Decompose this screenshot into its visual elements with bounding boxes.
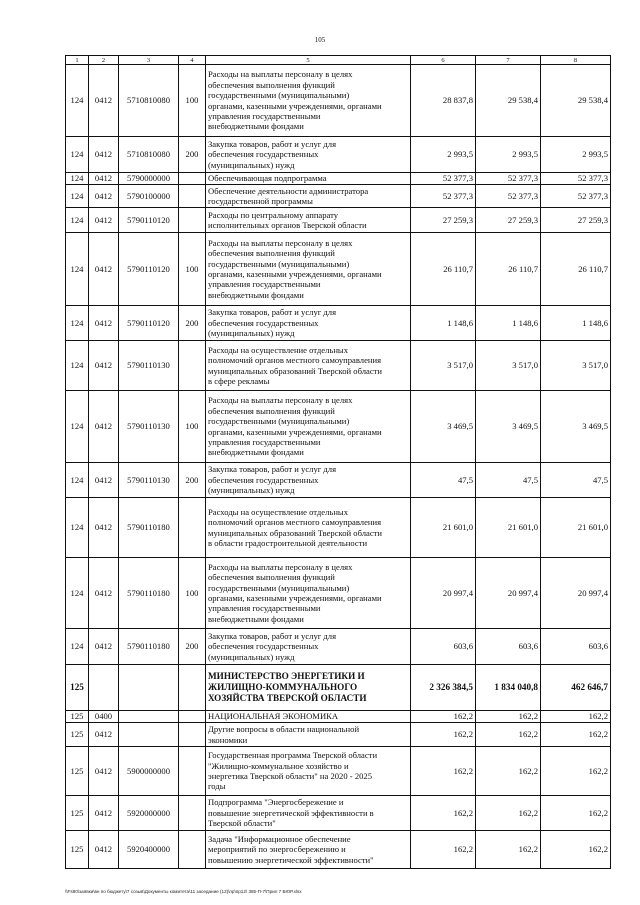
page-number: 105 xyxy=(314,36,326,44)
cell-amount-col7: 26 110,7 xyxy=(476,233,541,306)
cell-expense-type-code xyxy=(179,711,206,723)
table-row xyxy=(66,723,611,747)
cell-section-code: 0412 xyxy=(89,498,119,558)
column-header: 7 xyxy=(476,56,541,65)
cell-section-code: 0412 xyxy=(89,558,119,629)
cell-amount-col8: 52 377,3 xyxy=(541,185,611,208)
cell-expense-type-code xyxy=(179,665,206,711)
cell-amount-col6: 603,6 xyxy=(411,629,476,665)
cell-amount-col7: 1 834 040,8 xyxy=(476,665,541,711)
cell-amount-col6: 1 148,6 xyxy=(411,306,476,341)
cell-target-code: 5790110180 xyxy=(119,629,179,665)
cell-ministry-code: 124 xyxy=(66,558,89,629)
cell-amount-col6: 2 326 384,5 xyxy=(411,665,476,711)
cell-expense-type-code xyxy=(179,498,206,558)
cell-target-code: 5790110120 xyxy=(119,208,179,233)
column-header: 6 xyxy=(411,56,476,65)
cell-description: Расходы на выплаты персоналу в целях обеспечения выполнения функций государственными (муниципальными) органами, казенными учреждениями, органами управления государственными внебюджетными фондами xyxy=(206,233,411,306)
cell-target-code xyxy=(119,723,179,747)
cell-expense-type-code: 200 xyxy=(179,463,206,498)
cell-ministry-code: 124 xyxy=(66,233,89,306)
cell-expense-type-code xyxy=(179,831,206,869)
table-row xyxy=(66,208,611,233)
cell-amount-col8: 162,2 xyxy=(541,747,611,796)
cell-ministry-code: 125 xyxy=(66,831,89,869)
table-row xyxy=(66,306,611,341)
cell-amount-col7: 27 259,3 xyxy=(476,208,541,233)
cell-amount-col8: 27 259,3 xyxy=(541,208,611,233)
cell-description: МИНИСТЕРСТВО ЭНЕРГЕТИКИ И ЖИЛИЩНО-КОММУНАЛЬНОГО ХОЗЯЙСТВА ТВЕРСКОЙ ОБЛАСТИ xyxy=(206,665,411,711)
cell-expense-type-code xyxy=(179,185,206,208)
cell-amount-col8: 162,2 xyxy=(541,723,611,747)
cell-amount-col7: 162,2 xyxy=(476,711,541,723)
cell-amount-col7: 3 469,5 xyxy=(476,391,541,463)
cell-target-code: 5790110130 xyxy=(119,391,179,463)
cell-target-code: 5790000000 xyxy=(119,173,179,185)
cell-expense-type-code: 100 xyxy=(179,65,206,137)
table-row xyxy=(66,558,611,629)
cell-amount-col7: 162,2 xyxy=(476,831,541,869)
cell-amount-col6: 162,2 xyxy=(411,711,476,723)
cell-amount-col6: 162,2 xyxy=(411,831,476,869)
table-row xyxy=(66,463,611,498)
cell-expense-type-code xyxy=(179,341,206,391)
cell-amount-col8: 29 538,4 xyxy=(541,65,611,137)
cell-amount-col6: 47,5 xyxy=(411,463,476,498)
cell-amount-col6: 2 993,5 xyxy=(411,137,476,173)
cell-description: Закупка товаров, работ и услуг для обеспечения государственных (муниципальных) нужд xyxy=(206,306,411,341)
cell-amount-col8: 26 110,7 xyxy=(541,233,611,306)
cell-target-code xyxy=(119,711,179,723)
cell-target-code: 5790110120 xyxy=(119,306,179,341)
cell-amount-col7: 29 538,4 xyxy=(476,65,541,137)
cell-target-code xyxy=(119,665,179,711)
cell-description: Задача "Информационное обеспечение мероприятий по энергосбережению и повышению энергетической эффективности" xyxy=(206,831,411,869)
cell-section-code: 0412 xyxy=(89,723,119,747)
column-header: 8 xyxy=(541,56,611,65)
cell-ministry-code: 124 xyxy=(66,463,89,498)
cell-amount-col6: 3 517,0 xyxy=(411,341,476,391)
cell-ministry-code: 124 xyxy=(66,65,89,137)
cell-ministry-code: 124 xyxy=(66,208,89,233)
cell-amount-col8: 1 148,6 xyxy=(541,306,611,341)
cell-expense-type-code: 200 xyxy=(179,629,206,665)
cell-amount-col7: 162,2 xyxy=(476,796,541,831)
cell-amount-col8: 20 997,4 xyxy=(541,558,611,629)
cell-expense-type-code: 100 xyxy=(179,391,206,463)
table-row xyxy=(66,137,611,173)
table-row xyxy=(66,711,611,723)
table-row xyxy=(66,665,611,711)
cell-amount-col6: 3 469,5 xyxy=(411,391,476,463)
cell-ministry-code: 124 xyxy=(66,629,89,665)
column-header: 3 xyxy=(119,56,179,65)
cell-amount-col8: 162,2 xyxy=(541,711,611,723)
table-row xyxy=(66,498,611,558)
cell-expense-type-code: 100 xyxy=(179,558,206,629)
column-header: 1 xyxy=(66,56,89,65)
table-row xyxy=(66,65,611,137)
cell-expense-type-code xyxy=(179,208,206,233)
cell-expense-type-code xyxy=(179,747,206,796)
cell-ministry-code: 124 xyxy=(66,137,89,173)
cell-description: Расходы на выплаты персоналу в целях обеспечения выполнения функций государственными (муниципальными) органами, казенными учреждениями, органами управления государственными внебюджетными фондами xyxy=(206,391,411,463)
cell-amount-col7: 3 517,0 xyxy=(476,341,541,391)
cell-amount-col6: 27 259,3 xyxy=(411,208,476,233)
cell-ministry-code: 125 xyxy=(66,711,89,723)
cell-amount-col6: 162,2 xyxy=(411,723,476,747)
cell-expense-type-code: 100 xyxy=(179,233,206,306)
cell-description: Обеспечение деятельности администратора государственной программы xyxy=(206,185,411,208)
cell-description: Закупка товаров, работ и услуг для обеспечения государственных (муниципальных) нужд xyxy=(206,137,411,173)
cell-ministry-code: 125 xyxy=(66,723,89,747)
file-path-footer: \\Fs80\заявки\вн по бюджету\7 созыв\Документы комитета\11 заседание (12)\пр\пр12\ 385-П-7\Прил 7 БЮР.xlsx xyxy=(65,889,302,894)
cell-amount-col7: 162,2 xyxy=(476,747,541,796)
cell-section-code: 0412 xyxy=(89,463,119,498)
cell-description: НАЦИОНАЛЬНАЯ ЭКОНОМИКА xyxy=(206,711,411,723)
cell-description: Расходы по центральному аппарату исполнительных органов Тверской области xyxy=(206,208,411,233)
cell-amount-col6: 26 110,7 xyxy=(411,233,476,306)
cell-amount-col8: 21 601,0 xyxy=(541,498,611,558)
column-header: 5 xyxy=(206,56,411,65)
header-row xyxy=(66,56,611,65)
cell-amount-col7: 603,6 xyxy=(476,629,541,665)
cell-amount-col8: 162,2 xyxy=(541,831,611,869)
cell-section-code: 0412 xyxy=(89,747,119,796)
cell-target-code: 5790110120 xyxy=(119,233,179,306)
cell-amount-col6: 52 377,3 xyxy=(411,173,476,185)
cell-target-code: 5920400000 xyxy=(119,831,179,869)
cell-expense-type-code xyxy=(179,796,206,831)
cell-target-code: 5900000000 xyxy=(119,747,179,796)
cell-target-code: 5710810080 xyxy=(119,65,179,137)
cell-ministry-code: 125 xyxy=(66,665,89,711)
cell-target-code: 5790110180 xyxy=(119,558,179,629)
cell-expense-type-code xyxy=(179,723,206,747)
cell-amount-col7: 2 993,5 xyxy=(476,137,541,173)
cell-section-code: 0412 xyxy=(89,208,119,233)
table-row xyxy=(66,629,611,665)
cell-ministry-code: 124 xyxy=(66,185,89,208)
table-row xyxy=(66,391,611,463)
cell-target-code: 5920000000 xyxy=(119,796,179,831)
cell-target-code: 5790110130 xyxy=(119,463,179,498)
table-row xyxy=(66,747,611,796)
cell-amount-col8: 603,6 xyxy=(541,629,611,665)
cell-ministry-code: 125 xyxy=(66,796,89,831)
cell-amount-col7: 162,2 xyxy=(476,723,541,747)
cell-section-code: 0412 xyxy=(89,185,119,208)
cell-section-code: 0400 xyxy=(89,711,119,723)
cell-amount-col8: 162,2 xyxy=(541,796,611,831)
cell-ministry-code: 124 xyxy=(66,173,89,185)
cell-amount-col8: 47,5 xyxy=(541,463,611,498)
table-row xyxy=(66,173,611,185)
cell-amount-col7: 1 148,6 xyxy=(476,306,541,341)
cell-ministry-code: 125 xyxy=(66,747,89,796)
cell-expense-type-code: 200 xyxy=(179,137,206,173)
cell-amount-col7: 52 377,3 xyxy=(476,173,541,185)
cell-amount-col7: 47,5 xyxy=(476,463,541,498)
cell-amount-col8: 52 377,3 xyxy=(541,173,611,185)
cell-target-code: 5790110180 xyxy=(119,498,179,558)
table-row xyxy=(66,796,611,831)
cell-amount-col7: 52 377,3 xyxy=(476,185,541,208)
cell-description: Закупка товаров, работ и услуг для обеспечения государственных (муниципальных) нужд xyxy=(206,463,411,498)
cell-amount-col6: 162,2 xyxy=(411,796,476,831)
table-row xyxy=(66,233,611,306)
cell-description: Расходы на выплаты персоналу в целях обеспечения выполнения функций государственными (муниципальными) органами, казенными учреждениями, органами управления государственными внебюджетными фондами xyxy=(206,558,411,629)
cell-section-code: 0412 xyxy=(89,796,119,831)
cell-amount-col6: 21 601,0 xyxy=(411,498,476,558)
cell-description: Расходы на осуществление отдельных полномочий органов местного самоуправления муниципальных образований Тверской области в сфере рекламы xyxy=(206,341,411,391)
cell-amount-col6: 20 997,4 xyxy=(411,558,476,629)
cell-description: Государственная программа Тверской области "Жилищно-коммунальное хозяйство и энергетика Тверской области" на 2020 - 2025 годы xyxy=(206,747,411,796)
cell-section-code: 0412 xyxy=(89,137,119,173)
cell-ministry-code: 124 xyxy=(66,341,89,391)
cell-amount-col8: 3 469,5 xyxy=(541,391,611,463)
cell-section-code: 0412 xyxy=(89,341,119,391)
cell-section-code: 0412 xyxy=(89,629,119,665)
cell-section-code: 0412 xyxy=(89,173,119,185)
cell-amount-col6: 52 377,3 xyxy=(411,185,476,208)
cell-expense-type-code: 200 xyxy=(179,306,206,341)
cell-amount-col7: 20 997,4 xyxy=(476,558,541,629)
cell-ministry-code: 124 xyxy=(66,306,89,341)
cell-section-code xyxy=(89,665,119,711)
cell-amount-col6: 28 837,8 xyxy=(411,65,476,137)
cell-description: Другие вопросы в области национальной экономики xyxy=(206,723,411,747)
cell-target-code: 5790100000 xyxy=(119,185,179,208)
cell-description: Обеспечивающая подпрограмма xyxy=(206,173,411,185)
cell-section-code: 0412 xyxy=(89,233,119,306)
column-header: 4 xyxy=(179,56,206,65)
cell-ministry-code: 124 xyxy=(66,391,89,463)
cell-section-code: 0412 xyxy=(89,391,119,463)
table-row xyxy=(66,341,611,391)
cell-target-code: 5710810080 xyxy=(119,137,179,173)
table-row xyxy=(66,831,611,869)
cell-section-code: 0412 xyxy=(89,65,119,137)
cell-description: Расходы на осуществление отдельных полномочий органов местного самоуправления муниципальных образований Тверской области в области градостроительной деятельности xyxy=(206,498,411,558)
cell-section-code: 0412 xyxy=(89,306,119,341)
budget-table xyxy=(65,55,611,869)
cell-ministry-code: 124 xyxy=(66,498,89,558)
cell-amount-col8: 462 646,7 xyxy=(541,665,611,711)
cell-amount-col8: 2 993,5 xyxy=(541,137,611,173)
table-row xyxy=(66,185,611,208)
cell-expense-type-code xyxy=(179,173,206,185)
cell-amount-col7: 21 601,0 xyxy=(476,498,541,558)
column-header: 2 xyxy=(89,56,119,65)
cell-description: Расходы на выплаты персоналу в целях обеспечения выполнения функций государственными (муниципальными) органами, казенными учреждениями, органами управления государственными внебюджетными фондами xyxy=(206,65,411,137)
cell-section-code: 0412 xyxy=(89,831,119,869)
cell-description: Закупка товаров, работ и услуг для обеспечения государственных (муниципальных) нужд xyxy=(206,629,411,665)
cell-target-code: 5790110130 xyxy=(119,341,179,391)
cell-description: Подпрограмма "Энергосбережение и повышение энергетической эффективности в Тверской области" xyxy=(206,796,411,831)
cell-amount-col6: 162,2 xyxy=(411,747,476,796)
cell-amount-col8: 3 517,0 xyxy=(541,341,611,391)
